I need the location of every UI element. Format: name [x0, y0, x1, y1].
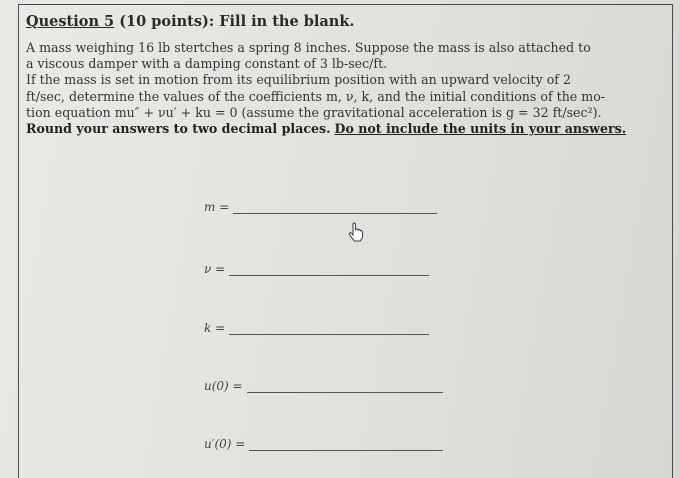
k-answer-row: [204, 320, 429, 335]
uprime0-answer-input[interactable]: [249, 436, 443, 451]
uprime0-answer-row: [204, 436, 443, 451]
m-answer-input[interactable]: [233, 199, 437, 214]
problem-statement: [26, 40, 646, 137]
rounding-instruction: Round your answers to two decimal places.: [26, 121, 331, 137]
hand-cursor-icon: [347, 222, 365, 242]
units-instruction: Do not include the units in your answers.: [334, 121, 627, 137]
nu-answer-input[interactable]: [229, 261, 429, 276]
m-label: m =: [204, 200, 230, 214]
k-answer-input[interactable]: [229, 320, 429, 335]
nu-label: ν =: [204, 262, 226, 276]
problem-line-4: ft/sec, determine the values of the coefficients m, ν, k, and the initial conditions of the mo-: [26, 88, 606, 104]
nu-answer-row: [204, 261, 429, 276]
uprime0-label: u′(0) =: [204, 437, 246, 451]
problem-line-5: tion equation mu″ + νu′ + ku = 0 (assume the gravitational acceleration is g = 32 ft/sec²).: [26, 104, 602, 120]
u0-answer-input[interactable]: [247, 378, 443, 393]
question-points: (10 points): Fill in the blank.: [119, 13, 355, 30]
problem-line-3: If the mass is set in motion from its equilibrium position with an upward velocity of 2: [26, 72, 571, 88]
question-number: Question 5: [26, 13, 115, 30]
instruction-line: [26, 121, 646, 137]
k-label: k =: [204, 321, 226, 335]
m-answer-row: [204, 199, 437, 214]
u0-answer-row: [204, 378, 443, 393]
question-title: [26, 13, 354, 30]
problem-line-2: a viscous damper with a damping constant of 3 lb-sec/ft.: [26, 56, 388, 72]
problem-line-1: A mass weighing 16 lb stertches a spring 8 inches. Suppose the mass is also attached to: [26, 40, 591, 55]
u0-label: u(0) =: [204, 379, 243, 393]
